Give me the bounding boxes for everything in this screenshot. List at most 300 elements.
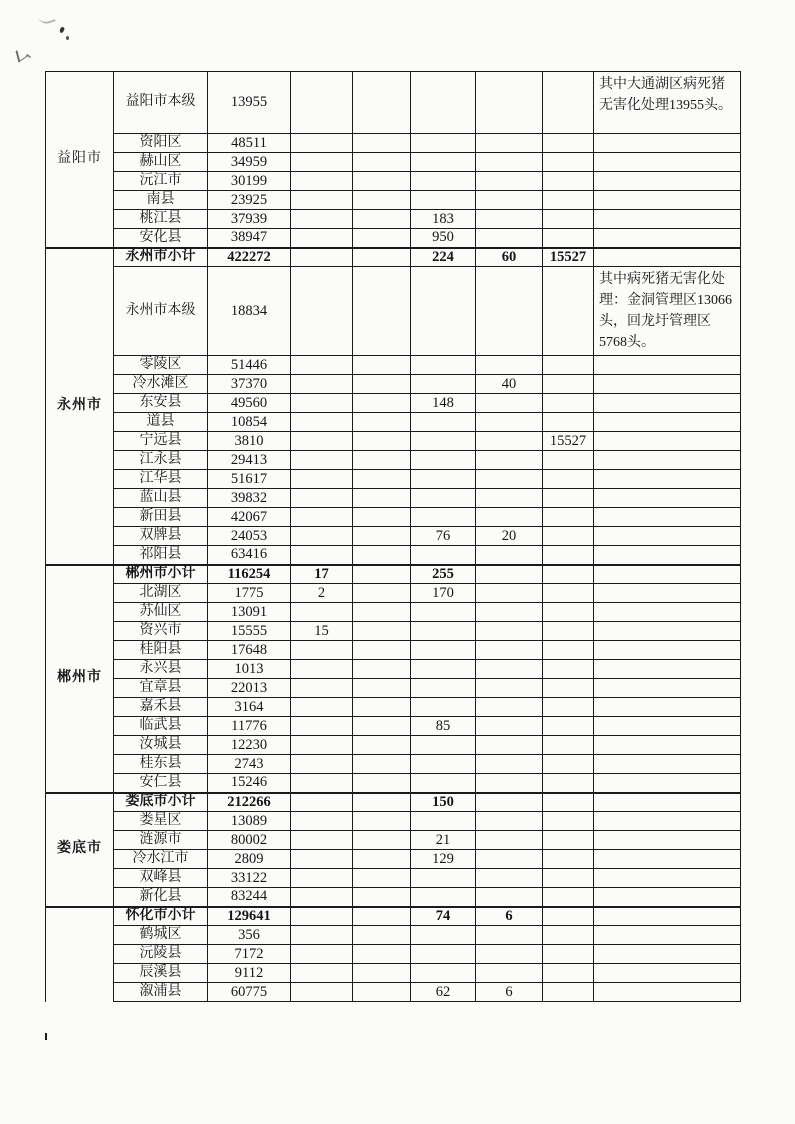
numeric-cell-7: [476, 755, 543, 774]
district-cell: 赫山区: [114, 153, 208, 172]
numeric-cell-7: [476, 470, 543, 489]
numeric-cell-8: [543, 172, 594, 191]
note-cell: [594, 565, 741, 584]
numeric-cell-6: [411, 546, 476, 565]
district-cell: 辰溪县: [114, 964, 208, 983]
numeric-cell-8: [543, 850, 594, 869]
district-cell: 苏仙区: [114, 603, 208, 622]
numeric-cell-5: [353, 698, 411, 717]
table-row: [46, 755, 741, 774]
district-cell: 北湖区: [114, 584, 208, 603]
table-row: [46, 888, 741, 907]
numeric-cell-6: 21: [411, 831, 476, 850]
numeric-cell-5: [353, 432, 411, 451]
note-cell: [594, 869, 741, 888]
numeric-cell-4: [291, 717, 353, 736]
numeric-cell-5: [353, 134, 411, 153]
numeric-cell-7: [476, 191, 543, 210]
district-cell: 双牌县: [114, 527, 208, 546]
numeric-cell-8: [543, 527, 594, 546]
numeric-cell-8: [543, 774, 594, 793]
numeric-cell-4: [291, 356, 353, 375]
numeric-cell-8: [543, 945, 594, 964]
numeric-cell-4: [291, 72, 353, 134]
numeric-cell-8: [543, 888, 594, 907]
numeric-cell-5: [353, 394, 411, 413]
district-cell: 涟源市: [114, 831, 208, 850]
note-cell: [594, 660, 741, 679]
numeric-cell-8: [543, 983, 594, 1002]
numeric-cell-4: 2: [291, 584, 353, 603]
note-cell: [594, 888, 741, 907]
numeric-cell-7: [476, 267, 543, 356]
table-row: [46, 584, 741, 603]
numeric-cell-6: [411, 926, 476, 945]
numeric-cell-8: [543, 603, 594, 622]
total-value-cell: 39832: [208, 489, 291, 508]
total-value-cell: 17648: [208, 641, 291, 660]
table-row: [46, 451, 741, 470]
numeric-cell-4: [291, 641, 353, 660]
district-cell: 桂阳县: [114, 641, 208, 660]
numeric-cell-8: [543, 698, 594, 717]
numeric-cell-6: [411, 888, 476, 907]
note-cell: [594, 755, 741, 774]
numeric-cell-5: [353, 489, 411, 508]
total-value-cell: 212266: [208, 793, 291, 812]
numeric-cell-8: [543, 229, 594, 248]
numeric-cell-8: [543, 679, 594, 698]
district-cell: 桂东县: [114, 755, 208, 774]
numeric-cell-7: 6: [476, 983, 543, 1002]
city-label-cell: 永州市: [46, 248, 114, 565]
numeric-cell-8: [543, 755, 594, 774]
numeric-cell-8: [543, 584, 594, 603]
numeric-cell-7: [476, 888, 543, 907]
note-cell: [594, 134, 741, 153]
table-row: [46, 812, 741, 831]
numeric-cell-8: [543, 375, 594, 394]
numeric-cell-8: [543, 394, 594, 413]
numeric-cell-4: [291, 736, 353, 755]
numeric-cell-8: [543, 736, 594, 755]
district-cell: 资兴市: [114, 622, 208, 641]
ink-mark: [36, 8, 56, 26]
numeric-cell-6: 150: [411, 793, 476, 812]
numeric-cell-5: [353, 229, 411, 248]
numeric-cell-7: [476, 210, 543, 229]
numeric-cell-5: [353, 470, 411, 489]
numeric-cell-6: 62: [411, 983, 476, 1002]
numeric-cell-6: [411, 774, 476, 793]
numeric-cell-5: [353, 755, 411, 774]
numeric-cell-8: [543, 489, 594, 508]
numeric-cell-6: [411, 736, 476, 755]
table-row: [46, 565, 741, 584]
numeric-cell-4: [291, 812, 353, 831]
numeric-cell-7: [476, 565, 543, 584]
district-cell: 江华县: [114, 470, 208, 489]
numeric-cell-7: [476, 489, 543, 508]
table-row: [46, 774, 741, 793]
numeric-cell-5: [353, 812, 411, 831]
total-value-cell: 356: [208, 926, 291, 945]
numeric-cell-4: 17: [291, 565, 353, 584]
note-cell: [594, 831, 741, 850]
numeric-cell-7: [476, 736, 543, 755]
note-cell: [594, 907, 741, 926]
numeric-cell-7: [476, 432, 543, 451]
total-value-cell: 1775: [208, 584, 291, 603]
numeric-cell-6: [411, 945, 476, 964]
numeric-cell-7: [476, 964, 543, 983]
numeric-cell-5: [353, 850, 411, 869]
district-cell: 郴州市小计: [114, 565, 208, 584]
note-cell: [594, 508, 741, 527]
table-row: [46, 907, 741, 926]
numeric-cell-5: [353, 983, 411, 1002]
numeric-cell-4: [291, 172, 353, 191]
numeric-cell-7: [476, 546, 543, 565]
numeric-cell-5: [353, 641, 411, 660]
table-row: [46, 470, 741, 489]
city-label-cell: 郴州市: [46, 565, 114, 793]
numeric-cell-8: [543, 356, 594, 375]
numeric-cell-6: [411, 869, 476, 888]
district-cell: 安化县: [114, 229, 208, 248]
district-cell: 娄底市小计: [114, 793, 208, 812]
total-value-cell: 33122: [208, 869, 291, 888]
total-value-cell: 13089: [208, 812, 291, 831]
numeric-cell-8: [543, 191, 594, 210]
total-value-cell: 10854: [208, 413, 291, 432]
total-value-cell: 22013: [208, 679, 291, 698]
numeric-cell-8: [543, 546, 594, 565]
note-cell: [594, 698, 741, 717]
note-cell: [594, 210, 741, 229]
district-cell: 冷水江市: [114, 850, 208, 869]
numeric-cell-4: [291, 134, 353, 153]
numeric-cell-4: [291, 850, 353, 869]
numeric-cell-4: [291, 679, 353, 698]
total-value-cell: 9112: [208, 964, 291, 983]
numeric-cell-7: [476, 679, 543, 698]
numeric-cell-8: [543, 267, 594, 356]
numeric-cell-7: [476, 850, 543, 869]
total-value-cell: 63416: [208, 546, 291, 565]
table-row: [46, 356, 741, 375]
district-cell: 祁阳县: [114, 546, 208, 565]
numeric-cell-5: [353, 191, 411, 210]
note-cell: [594, 527, 741, 546]
city-label-cell: 益阳市: [46, 72, 114, 248]
table-row: [46, 508, 741, 527]
numeric-cell-6: [411, 812, 476, 831]
note-cell: [594, 603, 741, 622]
district-cell: 永州市小计: [114, 248, 208, 267]
note-cell: [594, 248, 741, 267]
table-row: [46, 489, 741, 508]
numeric-cell-4: [291, 489, 353, 508]
numeric-cell-6: [411, 356, 476, 375]
numeric-cell-5: [353, 508, 411, 527]
district-cell: 沅江市: [114, 172, 208, 191]
city-label-cell: 娄底市: [46, 793, 114, 907]
numeric-cell-8: [543, 660, 594, 679]
note-cell: [594, 153, 741, 172]
numeric-cell-7: [476, 356, 543, 375]
total-value-cell: 38947: [208, 229, 291, 248]
ink-speck: [26, 54, 31, 58]
numeric-cell-6: [411, 470, 476, 489]
numeric-cell-4: [291, 831, 353, 850]
numeric-cell-7: [476, 698, 543, 717]
note-cell: [594, 413, 741, 432]
note-cell: [594, 926, 741, 945]
table-row: [46, 679, 741, 698]
table-row: [46, 191, 741, 210]
table-row: [46, 134, 741, 153]
table-row: [46, 622, 741, 641]
total-value-cell: 11776: [208, 717, 291, 736]
numeric-cell-6: [411, 267, 476, 356]
numeric-cell-4: [291, 660, 353, 679]
numeric-cell-6: [411, 660, 476, 679]
numeric-cell-8: [543, 470, 594, 489]
numeric-cell-8: [543, 964, 594, 983]
district-cell: 冷水滩区: [114, 375, 208, 394]
note-cell: [594, 470, 741, 489]
total-value-cell: 30199: [208, 172, 291, 191]
district-cell: 嘉禾县: [114, 698, 208, 717]
total-value-cell: 18834: [208, 267, 291, 356]
numeric-cell-6: 76: [411, 527, 476, 546]
numeric-cell-6: 255: [411, 565, 476, 584]
city-label-cell: [46, 907, 114, 1002]
numeric-cell-7: [476, 945, 543, 964]
numeric-cell-7: [476, 622, 543, 641]
numeric-cell-5: [353, 945, 411, 964]
total-value-cell: 129641: [208, 907, 291, 926]
numeric-cell-5: [353, 964, 411, 983]
district-cell: 零陵区: [114, 356, 208, 375]
numeric-cell-8: [543, 72, 594, 134]
table-row: [46, 267, 741, 356]
numeric-cell-7: [476, 394, 543, 413]
numeric-cell-5: [353, 888, 411, 907]
numeric-cell-5: [353, 736, 411, 755]
table-row: [46, 983, 741, 1002]
note-cell: [594, 451, 741, 470]
numeric-cell-7: [476, 134, 543, 153]
table-row: [46, 546, 741, 565]
district-cell: 益阳市本级: [114, 72, 208, 134]
numeric-cell-4: [291, 413, 353, 432]
numeric-cell-6: 74: [411, 907, 476, 926]
numeric-cell-4: [291, 229, 353, 248]
numeric-cell-5: [353, 267, 411, 356]
note-cell: [594, 584, 741, 603]
numeric-cell-8: [543, 793, 594, 812]
numeric-cell-7: 40: [476, 375, 543, 394]
numeric-cell-4: [291, 546, 353, 565]
statistics-table: [45, 71, 741, 1002]
total-value-cell: 13955: [208, 72, 291, 134]
table-row: [46, 641, 741, 660]
numeric-cell-5: [353, 356, 411, 375]
district-cell: 资阳区: [114, 134, 208, 153]
numeric-cell-5: [353, 413, 411, 432]
district-cell: 宜章县: [114, 679, 208, 698]
table-row: [46, 964, 741, 983]
ink-speck: [59, 26, 65, 33]
total-value-cell: 83244: [208, 888, 291, 907]
total-value-cell: 13091: [208, 603, 291, 622]
numeric-cell-6: [411, 451, 476, 470]
numeric-cell-6: 85: [411, 717, 476, 736]
total-value-cell: 7172: [208, 945, 291, 964]
district-cell: 新化县: [114, 888, 208, 907]
note-cell: [594, 850, 741, 869]
numeric-cell-6: [411, 679, 476, 698]
district-cell: 蓝山县: [114, 489, 208, 508]
numeric-cell-7: [476, 153, 543, 172]
numeric-cell-5: [353, 172, 411, 191]
numeric-cell-5: [353, 451, 411, 470]
total-value-cell: 42067: [208, 508, 291, 527]
numeric-cell-7: [476, 926, 543, 945]
numeric-cell-6: [411, 375, 476, 394]
numeric-cell-6: [411, 413, 476, 432]
total-value-cell: 2809: [208, 850, 291, 869]
numeric-cell-5: [353, 565, 411, 584]
numeric-cell-6: [411, 153, 476, 172]
note-cell: 其中病死猪无害化处理：金洞管理区13066头，回龙圩管理区5768头。: [594, 267, 741, 356]
numeric-cell-5: [353, 660, 411, 679]
numeric-cell-4: [291, 698, 353, 717]
numeric-cell-7: [476, 717, 543, 736]
table-row: [46, 527, 741, 546]
numeric-cell-5: [353, 584, 411, 603]
district-cell: 汝城县: [114, 736, 208, 755]
numeric-cell-6: 129: [411, 850, 476, 869]
table-row: [46, 229, 741, 248]
numeric-cell-4: [291, 527, 353, 546]
numeric-cell-7: 20: [476, 527, 543, 546]
numeric-cell-5: [353, 248, 411, 267]
numeric-cell-5: [353, 210, 411, 229]
numeric-cell-7: [476, 229, 543, 248]
total-value-cell: 3810: [208, 432, 291, 451]
note-cell: [594, 546, 741, 565]
note-cell: [594, 945, 741, 964]
numeric-cell-5: [353, 717, 411, 736]
numeric-cell-7: [476, 774, 543, 793]
numeric-cell-4: [291, 888, 353, 907]
numeric-cell-6: [411, 641, 476, 660]
total-value-cell: 15246: [208, 774, 291, 793]
numeric-cell-7: [476, 584, 543, 603]
note-cell: [594, 375, 741, 394]
numeric-cell-4: [291, 983, 353, 1002]
total-value-cell: 3164: [208, 698, 291, 717]
total-value-cell: 48511: [208, 134, 291, 153]
note-cell: [594, 964, 741, 983]
district-cell: 临武县: [114, 717, 208, 736]
total-value-cell: 51446: [208, 356, 291, 375]
table-row: [46, 698, 741, 717]
numeric-cell-7: 60: [476, 248, 543, 267]
numeric-cell-6: [411, 72, 476, 134]
note-cell: [594, 641, 741, 660]
table-row: [46, 831, 741, 850]
numeric-cell-6: [411, 603, 476, 622]
total-value-cell: 15555: [208, 622, 291, 641]
table-row: [46, 375, 741, 394]
total-value-cell: 34959: [208, 153, 291, 172]
district-cell: 双峰县: [114, 869, 208, 888]
numeric-cell-4: [291, 869, 353, 888]
numeric-cell-8: [543, 210, 594, 229]
note-cell: [594, 983, 741, 1002]
numeric-cell-7: [476, 451, 543, 470]
total-value-cell: 37939: [208, 210, 291, 229]
numeric-cell-8: [543, 717, 594, 736]
numeric-cell-7: 6: [476, 907, 543, 926]
note-cell: 其中大通湖区病死猪无害化处理13955头。: [594, 72, 741, 134]
numeric-cell-6: 224: [411, 248, 476, 267]
total-value-cell: 37370: [208, 375, 291, 394]
numeric-cell-4: [291, 432, 353, 451]
numeric-cell-7: [476, 72, 543, 134]
report-table-body: [46, 72, 741, 1002]
table-row: [46, 603, 741, 622]
numeric-cell-6: [411, 622, 476, 641]
numeric-cell-5: [353, 546, 411, 565]
numeric-cell-5: [353, 72, 411, 134]
district-cell: 怀化市小计: [114, 907, 208, 926]
table-row: [46, 172, 741, 191]
numeric-cell-4: [291, 375, 353, 394]
total-value-cell: 2743: [208, 755, 291, 774]
numeric-cell-4: [291, 267, 353, 356]
numeric-cell-6: [411, 489, 476, 508]
numeric-cell-8: [543, 869, 594, 888]
numeric-cell-4: 15: [291, 622, 353, 641]
numeric-cell-5: [353, 907, 411, 926]
note-cell: [594, 394, 741, 413]
page-break-border-cut: [45, 1033, 47, 1040]
table-row: [46, 248, 741, 267]
numeric-cell-8: 15527: [543, 248, 594, 267]
numeric-cell-7: [476, 812, 543, 831]
numeric-cell-4: [291, 508, 353, 527]
numeric-cell-5: [353, 926, 411, 945]
numeric-cell-7: [476, 603, 543, 622]
total-value-cell: 51617: [208, 470, 291, 489]
numeric-cell-6: [411, 698, 476, 717]
numeric-cell-8: [543, 134, 594, 153]
numeric-cell-5: [353, 527, 411, 546]
numeric-cell-5: [353, 153, 411, 172]
note-cell: [594, 172, 741, 191]
numeric-cell-6: 170: [411, 584, 476, 603]
numeric-cell-4: [291, 248, 353, 267]
district-cell: 鹤城区: [114, 926, 208, 945]
numeric-cell-4: [291, 755, 353, 774]
total-value-cell: 1013: [208, 660, 291, 679]
district-cell: 东安县: [114, 394, 208, 413]
